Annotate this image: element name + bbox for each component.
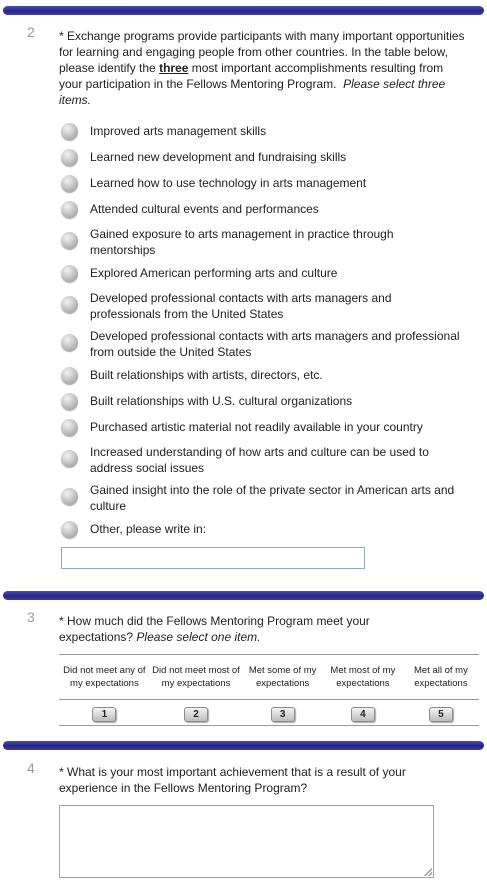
scale-cell: [150, 700, 243, 726]
option-label: Learned new development and fundraising skills: [90, 150, 347, 164]
section-divider: [3, 591, 484, 600]
radio-button[interactable]: [61, 393, 78, 410]
radio-button[interactable]: [61, 450, 78, 467]
radio-button[interactable]: [61, 149, 78, 166]
radio-button[interactable]: [61, 367, 78, 384]
scale-cell: [403, 700, 479, 726]
scale-button-4[interactable]: 4: [351, 707, 375, 722]
question-text-part: * Exchange programs provide participants with many important opportunities for learning and engaging people from other countries. In the table below, please identify the: [59, 29, 465, 75]
scale-header: Did not meet most of my expectations: [150, 655, 243, 700]
radio-button[interactable]: [61, 488, 78, 505]
radio-button[interactable]: [61, 265, 78, 282]
other-write-in-input[interactable]: [61, 547, 365, 569]
option-label: Built relationships with U.S. cultural organizations: [90, 394, 353, 408]
question-number: 4: [27, 760, 35, 776]
option-label: Increased understanding of how arts and culture can be used to address social issues: [90, 445, 429, 475]
scale-cell: [323, 700, 403, 726]
option-label: Other, please write in:: [90, 522, 207, 536]
question-text-emphasis: three: [159, 61, 189, 75]
radio-button[interactable]: [61, 296, 78, 313]
option-label: Attended cultural events and performances: [90, 202, 319, 216]
radio-button[interactable]: [61, 334, 78, 351]
scale-cell: [59, 700, 150, 726]
radio-button[interactable]: [61, 201, 78, 218]
question-text-part: most important accomplishments resulting from your participation in the Fellows Mentoring Program.: [59, 61, 444, 91]
achievement-textarea[interactable]: [59, 805, 434, 878]
section-divider: [3, 741, 484, 750]
option-label: Developed professional contacts with arts managers and professionals from the United States: [90, 291, 392, 321]
radio-button[interactable]: [61, 175, 78, 192]
scale-button-1[interactable]: 1: [92, 707, 116, 722]
option-label: Learned how to use technology in arts management: [90, 176, 367, 190]
option-label: Gained exposure to arts management in practice through mentorships: [90, 227, 394, 257]
question-number: 3: [27, 609, 35, 625]
option-label: Built relationships with artists, directors, etc.: [90, 368, 323, 382]
radio-button[interactable]: [61, 521, 78, 538]
question-instruction: Please select three items.: [59, 77, 446, 107]
scale-button-2[interactable]: 2: [184, 707, 208, 722]
scale-header: Met most of my expectations: [323, 655, 403, 700]
question-text: * What is your most important achievement that is a result of your experience in the Fellows Mentoring Program?: [59, 765, 406, 795]
option-label: Developed professional contacts with arts managers and professional from outside the United States: [90, 329, 460, 359]
resize-grip-icon[interactable]: [424, 868, 432, 876]
option-label: Explored American performing arts and culture: [90, 266, 338, 280]
scale-header: Did not meet any of my expectations: [59, 655, 150, 700]
question-instruction: Please select one item.: [136, 630, 261, 644]
scale-cell: [242, 700, 323, 726]
option-label: Purchased artistic material not readily available in your country: [90, 420, 423, 434]
scale-button-5[interactable]: 5: [429, 707, 453, 722]
radio-button[interactable]: [61, 123, 78, 140]
question-number: 2: [27, 24, 35, 40]
rating-scale-table: [59, 654, 479, 726]
radio-button[interactable]: [61, 419, 78, 436]
scale-header: Met all of my expectations: [403, 655, 479, 700]
question-text-part: * How much did the Fellows Mentoring Program meet your expectations?: [59, 614, 370, 644]
question-text: [59, 613, 409, 645]
option-label: Improved arts management skills: [90, 124, 267, 138]
section-divider: [3, 6, 484, 15]
question-text: [59, 28, 469, 108]
scale-header: Met some of my expectations: [242, 655, 323, 700]
scale-button-3[interactable]: 3: [271, 707, 295, 722]
radio-button[interactable]: [61, 232, 78, 249]
option-label: Gained insight into the role of the private sector in American arts and culture: [90, 483, 455, 513]
